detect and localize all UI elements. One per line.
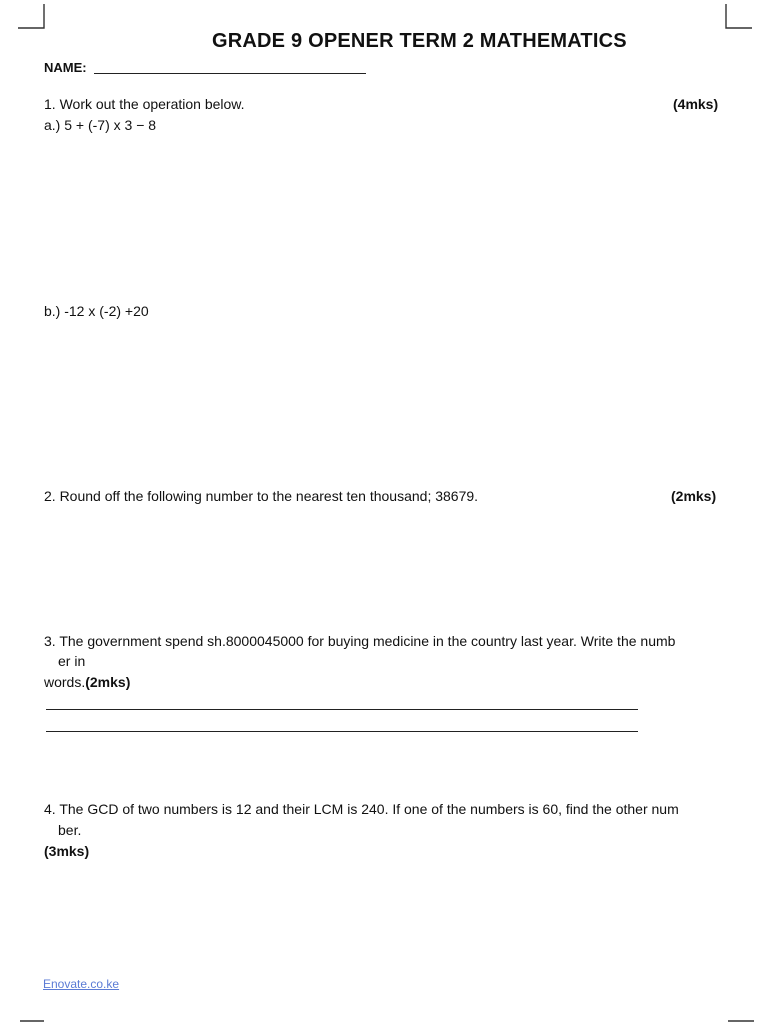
corner-mark-top-left [18,4,48,30]
corner-mark-bottom-right [724,1018,754,1024]
answer-line-1[interactable] [46,709,638,710]
question-2-marks: (2mks) [671,488,717,504]
name-field-line[interactable] [94,73,366,74]
name-label: NAME: [44,60,87,75]
question-3-marks: (2mks) [85,674,131,690]
corner-mark-bottom-left [20,1018,50,1024]
question-3-words-label: words. [44,674,86,690]
question-1-marks: (4mks) [673,96,719,112]
question-3-line-3 [44,674,130,690]
corner-mark-top-right [722,4,752,30]
question-4-line-2: ber. [58,822,82,838]
question-1-text: 1. Work out the operation below. [44,96,245,112]
question-1b-text: b.) -12 x (-2) +20 [44,303,149,319]
question-3-line-2: er in [58,653,86,669]
question-3-line-1: 3. The government spend sh.8000045000 for buying medicine in the country last year. Write the numb [44,633,676,649]
question-2-text: 2. Round off the following number to the nearest ten thousand; 38679. [44,488,479,504]
page-title: GRADE 9 OPENER TERM 2 MATHEMATICS [212,30,627,52]
question-1a-text: a.) 5 + (-7) x 3 − 8 [44,117,157,133]
footer-link[interactable]: Enovate.co.ke [43,977,120,991]
question-4-line-1: 4. The GCD of two numbers is 12 and their LCM is 240. If one of the numbers is 60, find the other num [44,801,679,817]
answer-line-2[interactable] [46,731,638,732]
question-4-marks: (3mks) [44,843,90,859]
